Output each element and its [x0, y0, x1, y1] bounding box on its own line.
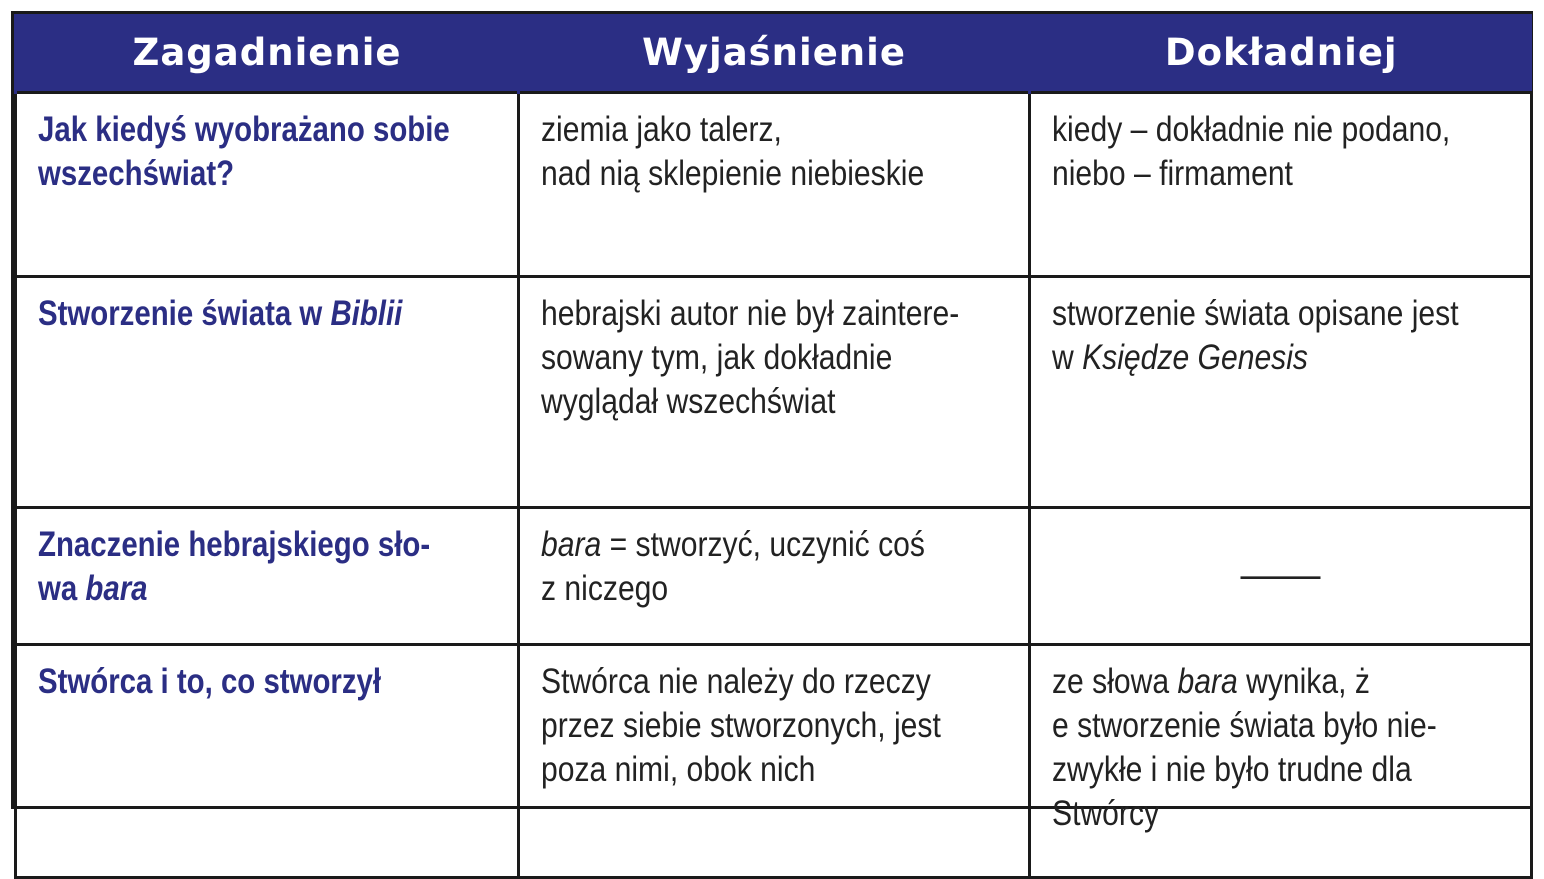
explanation-line: [541, 523, 1007, 567]
topic-cell: [16, 508, 519, 645]
explanation-italic: bara: [541, 525, 602, 564]
table: [14, 14, 1533, 879]
explanation-line: Stwórca nie należy do rzeczy: [541, 662, 931, 701]
explanation-line: poza nimi, obok nich: [541, 750, 816, 789]
empty-dash: ——: [1240, 553, 1321, 597]
details-cell: [1030, 645, 1532, 878]
header-topic: Zagadnienie: [16, 14, 519, 93]
details-line: Stwórcy: [1052, 794, 1160, 833]
table-row: [16, 93, 1532, 277]
topic-cell: [16, 93, 519, 277]
header-row: [16, 14, 1532, 93]
details-cell: [1030, 277, 1532, 508]
explanation-line: ziemia jako talerz,: [541, 110, 782, 149]
summary-table: [11, 11, 1533, 833]
explanation-line: z niczego: [541, 569, 669, 608]
explanation-line: wyglądał wszechświat: [541, 382, 836, 421]
explanation-line: sowany tym, jak dokładnie: [541, 338, 893, 377]
details-line: e stworzenie świata było nie-: [1052, 706, 1437, 745]
header-explanation: Wyjaśnienie: [519, 14, 1030, 93]
explanation-text: = stworzyć, uczynić coś: [601, 525, 925, 564]
details-italic: Księdze Genesis: [1082, 338, 1308, 377]
details-line: niebo – firmament: [1052, 154, 1293, 193]
topic-line: wszechświat?: [38, 154, 235, 193]
explanation-cell: [519, 645, 1030, 878]
header-details: Dokładniej: [1030, 14, 1532, 93]
explanation-line: nad nią sklepienie niebieskie: [541, 154, 925, 193]
details-line: zwykłe i nie było trudne dla: [1052, 750, 1412, 789]
topic-cell: [16, 645, 519, 878]
topic-text: wa: [38, 569, 86, 608]
explanation-line: hebrajski autor nie był zaintere-: [541, 294, 960, 333]
topic-line: Jak kiedyś wyobrażano sobie: [38, 110, 450, 149]
topic-line: [38, 292, 497, 336]
table-row: [16, 508, 1532, 645]
explanation-cell: [519, 277, 1030, 508]
topic-cell: [16, 277, 519, 508]
topic-line: [38, 567, 497, 611]
topic-line: Znaczenie hebrajskiego sło-: [38, 525, 431, 564]
explanation-cell: [519, 508, 1030, 645]
details-line: [1052, 336, 1509, 380]
topic-line: Stwórca i to, co stworzył: [38, 662, 382, 701]
topic-italic: bara: [85, 569, 148, 608]
details-line: stworzenie świata opisane jest: [1052, 294, 1459, 333]
details-text: ze słowa: [1052, 662, 1178, 701]
details-line: [1052, 660, 1509, 704]
topic-italic: Biblii: [330, 294, 403, 333]
details-text: wynika, ż: [1237, 662, 1370, 701]
explanation-cell: [519, 93, 1030, 277]
topic-text: Stworzenie świata w: [38, 294, 331, 333]
details-cell: [1030, 508, 1532, 645]
table-row: [16, 277, 1532, 508]
details-cell: [1030, 93, 1532, 277]
details-line: kiedy – dokładnie nie podano,: [1052, 110, 1451, 149]
table-row: [16, 645, 1532, 878]
explanation-line: przez siebie stworzonych, jest: [541, 706, 941, 745]
details-italic: bara: [1177, 662, 1238, 701]
details-text: w: [1052, 338, 1083, 377]
